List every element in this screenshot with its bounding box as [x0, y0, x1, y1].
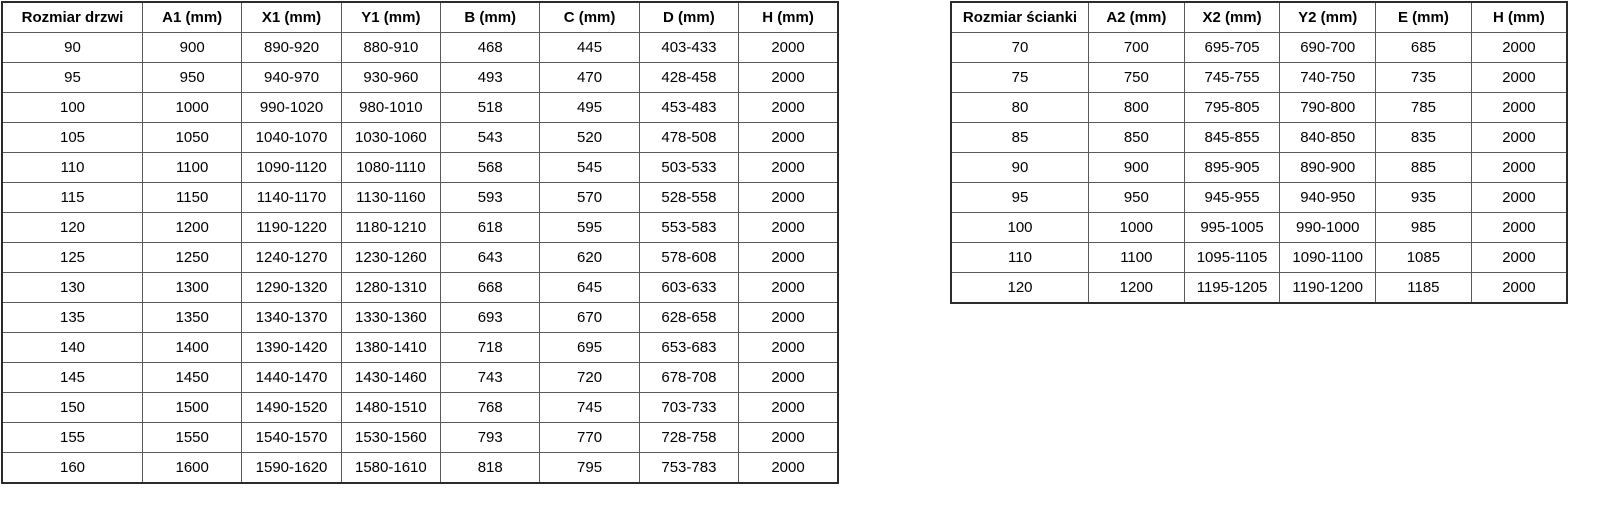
table-row — [2, 153, 838, 183]
table-cell: 940-970 — [242, 63, 341, 93]
table-cell: 568 — [441, 153, 540, 183]
table-cell: 2000 — [739, 123, 838, 153]
table-cell: 2000 — [739, 243, 838, 273]
table-cell: 160 — [2, 453, 143, 484]
table-cell: 990-1000 — [1280, 213, 1376, 243]
table-cell: 1000 — [143, 93, 242, 123]
table-cell: 735 — [1376, 63, 1472, 93]
table-cell: 470 — [540, 63, 639, 93]
table-cell: 1500 — [143, 393, 242, 423]
table-cell: 80 — [951, 93, 1089, 123]
table-cell: 155 — [2, 423, 143, 453]
table-row — [2, 93, 838, 123]
table-cell: 1290-1320 — [242, 273, 341, 303]
table-cell: 2000 — [739, 453, 838, 484]
table-row — [951, 123, 1567, 153]
table-cell: 745-755 — [1184, 63, 1280, 93]
table-cell: 2000 — [1471, 153, 1567, 183]
table-cell: 1550 — [143, 423, 242, 453]
table-cell: 895-905 — [1184, 153, 1280, 183]
table-row — [951, 243, 1567, 273]
table-cell: 2000 — [739, 153, 838, 183]
table-row — [951, 153, 1567, 183]
table-cell: 478-508 — [639, 123, 738, 153]
table-cell: 945-955 — [1184, 183, 1280, 213]
table-row — [951, 93, 1567, 123]
table-cell: 503-533 — [639, 153, 738, 183]
table-cell: 445 — [540, 33, 639, 63]
table-row — [951, 33, 1567, 63]
table-cell: 2000 — [1471, 93, 1567, 123]
table-cell: 840-850 — [1280, 123, 1376, 153]
table-cell: 2000 — [1471, 123, 1567, 153]
table-cell: 985 — [1376, 213, 1472, 243]
table-cell: 2000 — [739, 93, 838, 123]
table-cell: 720 — [540, 363, 639, 393]
table-cell: 545 — [540, 153, 639, 183]
table-cell: 880-910 — [341, 33, 440, 63]
column-header: Y1 (mm) — [341, 2, 440, 33]
table-cell: 543 — [441, 123, 540, 153]
table-cell: 110 — [951, 243, 1089, 273]
table-cell: 115 — [2, 183, 143, 213]
table-cell: 1040-1070 — [242, 123, 341, 153]
table-cell: 1450 — [143, 363, 242, 393]
table-cell: 2000 — [739, 423, 838, 453]
table-cell: 1190-1200 — [1280, 273, 1376, 304]
table-cell: 2000 — [1471, 33, 1567, 63]
column-header: D (mm) — [639, 2, 738, 33]
table-cell: 685 — [1376, 33, 1472, 63]
column-header: A2 (mm) — [1089, 2, 1185, 33]
table-cell: 2000 — [739, 33, 838, 63]
table-cell: 1530-1560 — [341, 423, 440, 453]
table-cell: 1300 — [143, 273, 242, 303]
table-cell: 990-1020 — [242, 93, 341, 123]
table-row — [2, 453, 838, 484]
column-header: C (mm) — [540, 2, 639, 33]
table-cell: 1185 — [1376, 273, 1472, 304]
table-row — [951, 273, 1567, 304]
table-row — [2, 213, 838, 243]
table-row — [2, 183, 838, 213]
column-header: A1 (mm) — [143, 2, 242, 33]
table-cell: 850 — [1089, 123, 1185, 153]
table-row — [2, 243, 838, 273]
table-cell: 703-733 — [639, 393, 738, 423]
table-cell: 1090-1120 — [242, 153, 341, 183]
table-cell: 1200 — [143, 213, 242, 243]
table-cell: 90 — [951, 153, 1089, 183]
table-cell: 935 — [1376, 183, 1472, 213]
table-cell: 2000 — [1471, 213, 1567, 243]
table-cell: 818 — [441, 453, 540, 484]
table-cell: 2000 — [1471, 243, 1567, 273]
table-cell: 728-758 — [639, 423, 738, 453]
table-cell: 120 — [2, 213, 143, 243]
table-cell: 1140-1170 — [242, 183, 341, 213]
wall-sizes-table — [950, 1, 1568, 304]
table-cell: 125 — [2, 243, 143, 273]
table-cell: 1150 — [143, 183, 242, 213]
column-header: H (mm) — [1471, 2, 1567, 33]
table-cell: 1250 — [143, 243, 242, 273]
table-row — [2, 333, 838, 363]
column-header: Y2 (mm) — [1280, 2, 1376, 33]
table-cell: 885 — [1376, 153, 1472, 183]
table-cell: 553-583 — [639, 213, 738, 243]
table-cell: 95 — [951, 183, 1089, 213]
table-cell: 645 — [540, 273, 639, 303]
table-cell: 110 — [2, 153, 143, 183]
table-cell: 100 — [2, 93, 143, 123]
table-cell: 900 — [1089, 153, 1185, 183]
table-cell: 1050 — [143, 123, 242, 153]
table-cell: 1330-1360 — [341, 303, 440, 333]
table-cell: 1100 — [143, 153, 242, 183]
door-sizes-table — [1, 1, 839, 484]
table-cell: 2000 — [739, 63, 838, 93]
table-cell: 718 — [441, 333, 540, 363]
column-header: H (mm) — [739, 2, 838, 33]
table-cell: 700 — [1089, 33, 1185, 63]
table-cell: 1195-1205 — [1184, 273, 1280, 304]
table-cell: 790-800 — [1280, 93, 1376, 123]
table-cell: 1100 — [1089, 243, 1185, 273]
table-cell: 753-783 — [639, 453, 738, 484]
table-cell: 593 — [441, 183, 540, 213]
column-header: B (mm) — [441, 2, 540, 33]
table-cell: 768 — [441, 393, 540, 423]
column-header: Rozmiar ścianki — [951, 2, 1089, 33]
column-header: E (mm) — [1376, 2, 1472, 33]
table-cell: 2000 — [739, 183, 838, 213]
table-cell: 1400 — [143, 333, 242, 363]
table-cell: 690-700 — [1280, 33, 1376, 63]
table-cell: 890-920 — [242, 33, 341, 63]
table-row — [951, 63, 1567, 93]
table-cell: 120 — [951, 273, 1089, 304]
table-cell: 1000 — [1089, 213, 1185, 243]
table-cell: 1540-1570 — [242, 423, 341, 453]
table-cell: 643 — [441, 243, 540, 273]
table-cell: 1190-1220 — [242, 213, 341, 243]
header-row — [951, 2, 1567, 33]
table-cell: 620 — [540, 243, 639, 273]
table-cell: 995-1005 — [1184, 213, 1280, 243]
table-row — [2, 303, 838, 333]
table-cell: 2000 — [739, 303, 838, 333]
table-cell: 85 — [951, 123, 1089, 153]
table-cell: 2000 — [739, 213, 838, 243]
table-cell: 428-458 — [639, 63, 738, 93]
table-cell: 100 — [951, 213, 1089, 243]
table-cell: 1240-1270 — [242, 243, 341, 273]
table-cell: 1380-1410 — [341, 333, 440, 363]
table-cell: 1390-1420 — [242, 333, 341, 363]
table-cell: 1590-1620 — [242, 453, 341, 484]
table-cell: 930-960 — [341, 63, 440, 93]
table-cell: 795-805 — [1184, 93, 1280, 123]
table-row — [2, 273, 838, 303]
table-row — [2, 423, 838, 453]
table-cell: 618 — [441, 213, 540, 243]
table-cell: 518 — [441, 93, 540, 123]
table-row — [2, 33, 838, 63]
table-cell: 1580-1610 — [341, 453, 440, 484]
table-cell: 1340-1370 — [242, 303, 341, 333]
table-cell: 2000 — [739, 363, 838, 393]
table-cell: 2000 — [1471, 273, 1567, 304]
table-cell: 595 — [540, 213, 639, 243]
table-cell: 2000 — [739, 273, 838, 303]
table-cell: 603-633 — [639, 273, 738, 303]
table-cell: 1280-1310 — [341, 273, 440, 303]
table-cell: 570 — [540, 183, 639, 213]
table-cell: 695 — [540, 333, 639, 363]
table-cell: 653-683 — [639, 333, 738, 363]
table-cell: 693 — [441, 303, 540, 333]
table-cell: 520 — [540, 123, 639, 153]
table-cell: 1600 — [143, 453, 242, 484]
table-cell: 835 — [1376, 123, 1472, 153]
table-cell: 980-1010 — [341, 93, 440, 123]
table-cell: 130 — [2, 273, 143, 303]
table-cell: 1480-1510 — [341, 393, 440, 423]
table-cell: 695-705 — [1184, 33, 1280, 63]
table-cell: 2000 — [739, 333, 838, 363]
table-cell: 1085 — [1376, 243, 1472, 273]
table-cell: 628-658 — [639, 303, 738, 333]
table-cell: 795 — [540, 453, 639, 484]
table-row — [2, 393, 838, 423]
table-cell: 1090-1100 — [1280, 243, 1376, 273]
table-cell: 95 — [2, 63, 143, 93]
table-cell: 1440-1470 — [242, 363, 341, 393]
table-cell: 785 — [1376, 93, 1472, 123]
table-cell: 950 — [143, 63, 242, 93]
table-cell: 800 — [1089, 93, 1185, 123]
table-cell: 750 — [1089, 63, 1185, 93]
table-cell: 453-483 — [639, 93, 738, 123]
table-cell: 90 — [2, 33, 143, 63]
column-header: X2 (mm) — [1184, 2, 1280, 33]
table-cell: 900 — [143, 33, 242, 63]
table-cell: 845-855 — [1184, 123, 1280, 153]
table-cell: 135 — [2, 303, 143, 333]
table-cell: 105 — [2, 123, 143, 153]
table-cell: 2000 — [1471, 63, 1567, 93]
table-cell: 678-708 — [639, 363, 738, 393]
table-cell: 890-900 — [1280, 153, 1376, 183]
table-cell: 940-950 — [1280, 183, 1376, 213]
table-row — [2, 63, 838, 93]
table-row — [2, 363, 838, 393]
table-cell: 403-433 — [639, 33, 738, 63]
column-header: X1 (mm) — [242, 2, 341, 33]
header-row — [2, 2, 838, 33]
table-cell: 528-558 — [639, 183, 738, 213]
table-cell: 1030-1060 — [341, 123, 440, 153]
table-cell: 140 — [2, 333, 143, 363]
table-cell: 743 — [441, 363, 540, 393]
table-cell: 75 — [951, 63, 1089, 93]
table-cell: 2000 — [1471, 183, 1567, 213]
table-cell: 1180-1210 — [341, 213, 440, 243]
table-cell: 70 — [951, 33, 1089, 63]
table-cell: 495 — [540, 93, 639, 123]
table-cell: 2000 — [739, 393, 838, 423]
column-header: Rozmiar drzwi — [2, 2, 143, 33]
table-cell: 578-608 — [639, 243, 738, 273]
table-cell: 468 — [441, 33, 540, 63]
table-cell: 1130-1160 — [341, 183, 440, 213]
table-cell: 145 — [2, 363, 143, 393]
table-cell: 1200 — [1089, 273, 1185, 304]
table-cell: 770 — [540, 423, 639, 453]
table-cell: 668 — [441, 273, 540, 303]
table-cell: 1430-1460 — [341, 363, 440, 393]
table-cell: 670 — [540, 303, 639, 333]
table-row — [951, 183, 1567, 213]
table-cell: 1080-1110 — [341, 153, 440, 183]
table-cell: 1095-1105 — [1184, 243, 1280, 273]
table-cell: 793 — [441, 423, 540, 453]
table-cell: 493 — [441, 63, 540, 93]
table-cell: 1350 — [143, 303, 242, 333]
table-cell: 740-750 — [1280, 63, 1376, 93]
table-cell: 1230-1260 — [341, 243, 440, 273]
table-cell: 950 — [1089, 183, 1185, 213]
table-cell: 745 — [540, 393, 639, 423]
table-cell: 1490-1520 — [242, 393, 341, 423]
table-row — [2, 123, 838, 153]
table-cell: 150 — [2, 393, 143, 423]
table-row — [951, 213, 1567, 243]
